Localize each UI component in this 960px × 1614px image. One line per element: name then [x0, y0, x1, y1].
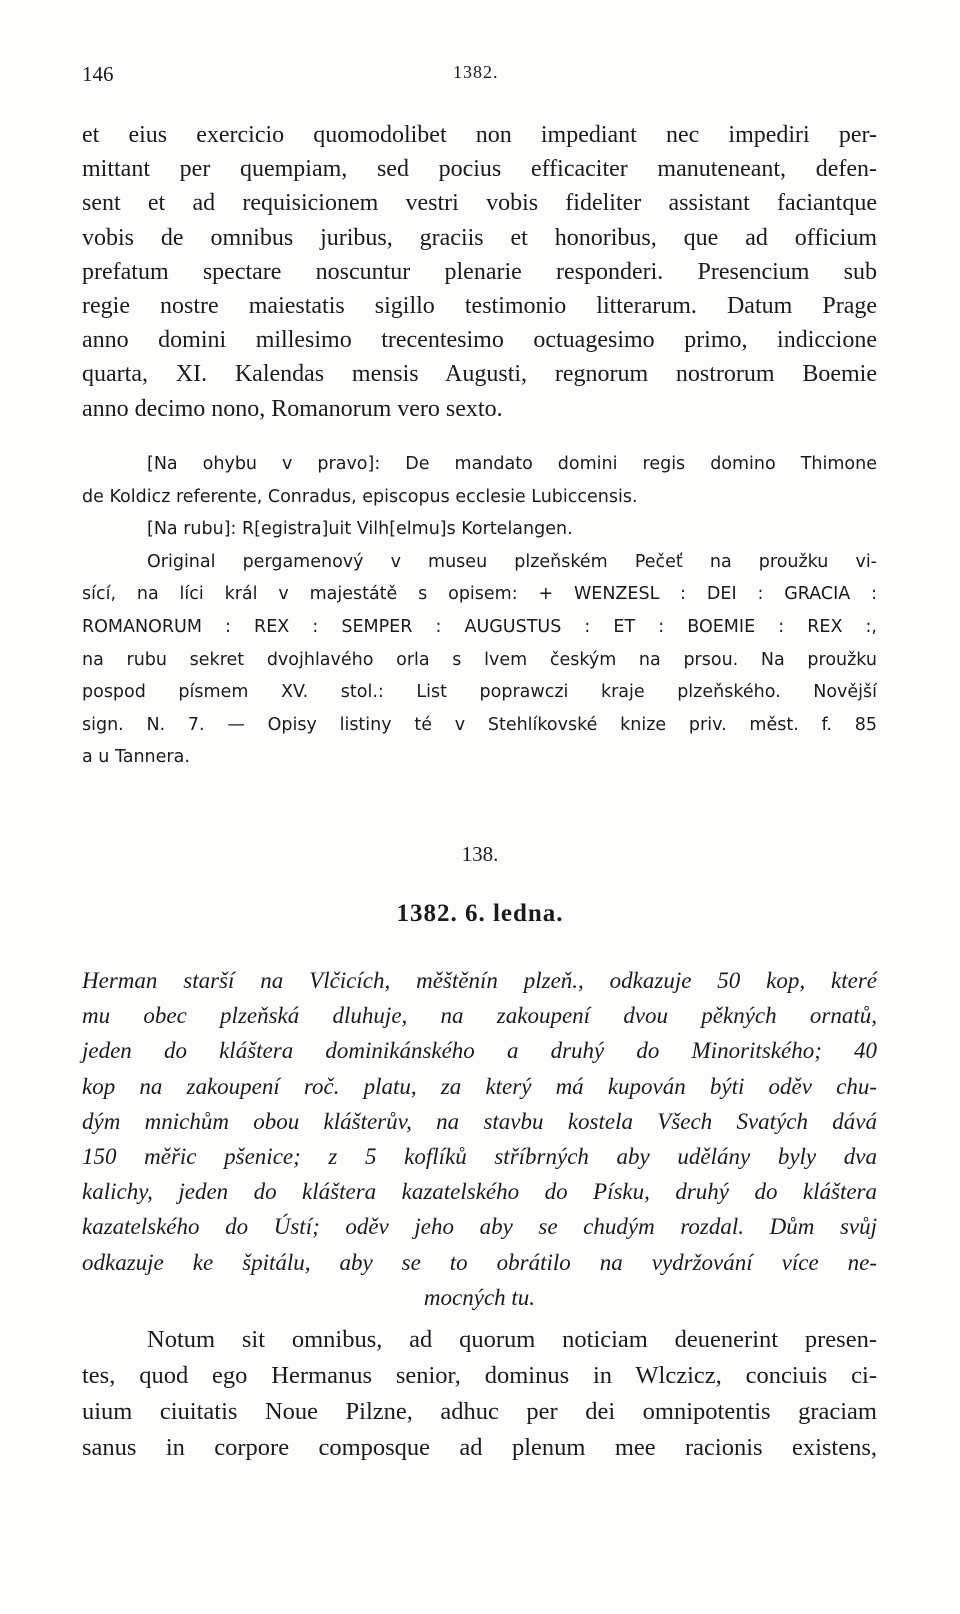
regest-line: kop na zakoupení roč. platu, za který má kupován býti oděv chu- — [82, 1073, 877, 1099]
text-line: quarta, XI. Kalendas mensis Augusti, regnorum nostrorum Boemie — [82, 361, 877, 388]
regest-line: jeden do kláštera dominikánského a druhý do Minoritského; 40 — [82, 1038, 877, 1064]
note-line: [Na ohybu v pravo]: De mandato domini regis domino Thimone — [147, 454, 877, 474]
text-line: mittant per quempiam, sed pocius efficaciter manuteneant, defen- — [82, 156, 877, 183]
regest-line: odkazuje ke špitálu, aby se to obrátilo na vydržování více ne- — [82, 1249, 877, 1275]
text-line: sent et ad requisicionem vestri vobis fideliter assistant faciantque — [82, 190, 877, 217]
note-line: a u Tannera. — [82, 747, 190, 768]
running-header-year: 1382. — [453, 62, 499, 82]
charter-text — [82, 1322, 877, 1466]
text-line: anno decimo nono, Romanorum vero sexto. — [82, 395, 503, 422]
regest-line: Herman starší na Vlčicích, měštěnín plzeň., odkazuje 50 kop, které — [82, 968, 877, 993]
note-line: na rubu sekret dvojhlavého orla s lvem českým na prsou. Na proužku — [82, 649, 877, 670]
note-line: sící, na líci král v majestátě s opisem: + WENZESL : DEI : GRACIA : — [82, 584, 877, 605]
note-line: pospod písmem XV. stol.: List poprawczi kraje plzeňského. Novější — [82, 682, 877, 703]
text-line: prefatum spectare noscuntur plenarie responderi. Presencium sub — [82, 258, 877, 285]
note-line: de Koldicz referente, Conradus, episcopus ecclesie Lubiccensis. — [82, 486, 638, 507]
page-number: 146 — [82, 62, 114, 86]
regest-line: kazatelského do Ústí; oděv jeho aby se chudým rozdal. Dům svůj — [82, 1214, 877, 1240]
editorial-notes — [82, 448, 877, 774]
text-line: regie nostre maiestatis sigillo testimonio litterarum. Datum Prage — [82, 293, 877, 320]
regest-line: mu obec plzeňská dluhuje, na zakoupení dvou pěkných ornatů, — [82, 1003, 877, 1029]
text-line: anno domini millesimo trecentesimo octuagesimo primo, indiccione — [82, 327, 877, 354]
regest-line: dým mnichům obou klášterův, na stavbu kostela Všech Svatých dává — [82, 1108, 877, 1134]
text-line: Notum sit omnibus, ad quorum noticiam deuenerint presen- — [147, 1326, 877, 1353]
text-line: vobis de omnibus juribus, graciis et honoribus, que ad officium — [82, 224, 877, 251]
document-date: 1382. 6. ledna. — [396, 900, 564, 927]
text-line: uium ciuitatis Noue Pilzne, adhuc per dei omnipotentis graciam — [82, 1398, 877, 1425]
note-line: sign. N. 7. — Opisy listiny té v Stehlíkovské knize priv. měst. f. 85 — [82, 714, 877, 735]
text-line: tes, quod ego Hermanus senior, dominus in Wlczicz, conciuis ci- — [82, 1362, 877, 1389]
document-number: 138. — [461, 842, 499, 866]
note-line: ROMANORUM : REX : SEMPER : AUGUSTUS : ET : BOEMIE : REX :, — [82, 616, 877, 637]
regest-line: 150 měřic pšenice; z 5 koflíků stříbrných aby udělány byly dva — [82, 1144, 877, 1170]
regest-line: mocných tu. — [423, 1284, 536, 1310]
regest-line: kalichy, jeden do kláštera kazatelského do Písku, druhý do kláštera — [82, 1179, 877, 1205]
regest-summary — [82, 963, 877, 1315]
text-line: et eius exercicio quomodolibet non impediant nec impediri per- — [82, 122, 877, 148]
main-text — [82, 118, 877, 426]
text-line: sanus in corpore composque ad plenum mee racionis existens, — [82, 1434, 877, 1461]
note-line: Original pergamenový v museu plzeňském Pečeť na proužku vi- — [147, 551, 877, 572]
note-line: [Na rubu]: R[egistra]uit Vilh[elmu]s Kortelangen. — [147, 519, 573, 540]
